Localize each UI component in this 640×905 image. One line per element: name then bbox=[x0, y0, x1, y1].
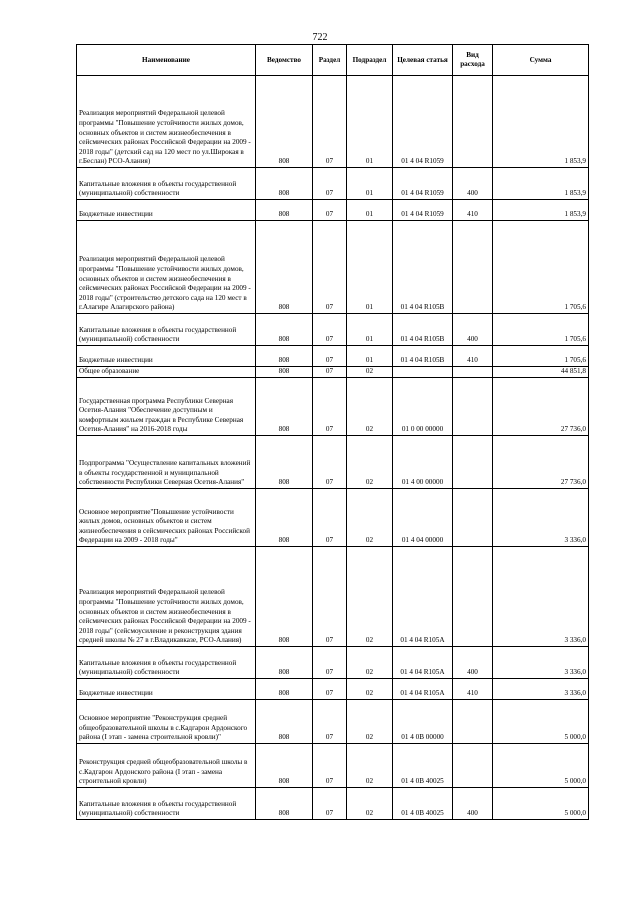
row-subsection: 02 bbox=[347, 378, 393, 436]
row-subsection: 01 bbox=[347, 168, 393, 200]
header-expense-type: Вид расхода bbox=[453, 45, 493, 76]
row-department: 808 bbox=[256, 221, 313, 314]
row-subsection: 02 bbox=[347, 679, 393, 700]
row-sum: 3 336,0 bbox=[493, 489, 589, 547]
row-expense-type: 400 bbox=[453, 314, 493, 346]
row-target: 01 4 04 R1059 bbox=[393, 76, 453, 168]
row-name: Реализация мероприятий Федеральной целевой программы "Повышение устойчивости жилых домов, основных объектов и систем жизнеобеспечения в сейсмических районах Российской Федерации на 2009 - 2018 годы" (сейсмоусиление и реконструкция здания средней школы № 27 в г.Владикавказе, РСО-Алания) bbox=[77, 547, 256, 647]
row-subsection: 02 bbox=[347, 788, 393, 820]
row-section: 07 bbox=[313, 346, 347, 367]
header-section: Раздел bbox=[313, 45, 347, 76]
row-target: 01 4 04 R105A bbox=[393, 647, 453, 679]
table-row bbox=[77, 647, 589, 679]
row-name: Подпрограмма "Осуществление капитальных вложений в объекты государственной и муниципальной собственности Республики Северная Осетия-Алания" bbox=[77, 436, 256, 489]
table-row bbox=[77, 744, 589, 788]
row-section: 07 bbox=[313, 221, 347, 314]
row-section: 07 bbox=[313, 547, 347, 647]
table-row bbox=[77, 788, 589, 820]
row-name: Бюджетные инвестиции bbox=[77, 200, 256, 221]
row-section: 07 bbox=[313, 744, 347, 788]
row-expense-type: 410 bbox=[453, 679, 493, 700]
row-department: 808 bbox=[256, 436, 313, 489]
row-sum: 3 336,0 bbox=[493, 679, 589, 700]
table-row bbox=[77, 367, 589, 378]
row-subsection: 01 bbox=[347, 314, 393, 346]
row-subsection: 02 bbox=[347, 744, 393, 788]
row-section: 07 bbox=[313, 679, 347, 700]
row-section: 07 bbox=[313, 168, 347, 200]
row-target: 01 4 0B 40025 bbox=[393, 788, 453, 820]
row-section: 07 bbox=[313, 200, 347, 221]
row-name: Основное мероприятие "Реконструкция средней общеобразовательной школы в с.Кадгарон Ардонского района (I этап - замена строительной кровли)" bbox=[77, 700, 256, 744]
row-sum: 27 736,0 bbox=[493, 436, 589, 489]
row-sum: 27 736,0 bbox=[493, 378, 589, 436]
header-name: Наименование bbox=[77, 45, 256, 76]
row-expense-type bbox=[453, 547, 493, 647]
row-expense-type bbox=[453, 700, 493, 744]
row-name: Реализация мероприятий Федеральной целевой программы "Повышение устойчивости жилых домов, основных объектов и систем жизнеобеспечения в сейсмических районах Российской Федерации на 2009 - 2018 годы" (детский сад на 120 мест по ул.Широкая в г.Беслан) РСО-Алания) bbox=[77, 76, 256, 168]
row-subsection: 02 bbox=[347, 647, 393, 679]
row-subsection: 01 bbox=[347, 200, 393, 221]
table-row bbox=[77, 221, 589, 314]
row-target: 01 4 04 R105A bbox=[393, 547, 453, 647]
row-target: 01 4 04 00000 bbox=[393, 489, 453, 547]
row-name: Государственная программа Республики Северная Осетия-Алания "Обеспечение доступным и комфортным жильем граждан в Республике Северная Осетия-Алания" на 2016-2018 годы bbox=[77, 378, 256, 436]
row-subsection: 02 bbox=[347, 700, 393, 744]
row-sum: 1 853,9 bbox=[493, 168, 589, 200]
row-expense-type bbox=[453, 378, 493, 436]
row-name: Капитальные вложения в объекты государственной (муниципальной) собственности bbox=[77, 168, 256, 200]
row-target: 01 0 00 00000 bbox=[393, 378, 453, 436]
row-section: 07 bbox=[313, 378, 347, 436]
row-sum: 1 705,6 bbox=[493, 346, 589, 367]
row-sum: 3 336,0 bbox=[493, 647, 589, 679]
table-row bbox=[77, 346, 589, 367]
row-subsection: 01 bbox=[347, 76, 393, 168]
row-expense-type: 400 bbox=[453, 168, 493, 200]
row-sum: 5 000,0 bbox=[493, 744, 589, 788]
row-name: Капитальные вложения в объекты государственной (муниципальной) собственности bbox=[77, 647, 256, 679]
row-department: 808 bbox=[256, 679, 313, 700]
row-name: Общее образование bbox=[77, 367, 256, 378]
row-expense-type: 410 bbox=[453, 346, 493, 367]
row-expense-type bbox=[453, 489, 493, 547]
row-name: Бюджетные инвестиции bbox=[77, 346, 256, 367]
row-department: 808 bbox=[256, 547, 313, 647]
row-sum: 5 000,0 bbox=[493, 700, 589, 744]
row-department: 808 bbox=[256, 76, 313, 168]
header-sum: Сумма bbox=[493, 45, 589, 76]
row-name: Реконструкция средней общеобразовательной школы в с.Кадгарон Ардонского района (I этап - замена строительной кровли) bbox=[77, 744, 256, 788]
row-department: 808 bbox=[256, 346, 313, 367]
row-expense-type: 400 bbox=[453, 788, 493, 820]
row-name: Капитальные вложения в объекты государственной (муниципальной) собственности bbox=[77, 314, 256, 346]
row-department: 808 bbox=[256, 168, 313, 200]
row-sum: 1 853,9 bbox=[493, 76, 589, 168]
table-row bbox=[77, 679, 589, 700]
row-department: 808 bbox=[256, 647, 313, 679]
row-section: 07 bbox=[313, 647, 347, 679]
row-expense-type bbox=[453, 221, 493, 314]
header-target: Целевая статья bbox=[393, 45, 453, 76]
row-name: Бюджетные инвестиции bbox=[77, 679, 256, 700]
row-target: 01 4 04 R105B bbox=[393, 346, 453, 367]
row-sum: 1 853,9 bbox=[493, 200, 589, 221]
row-subsection: 01 bbox=[347, 221, 393, 314]
row-department: 808 bbox=[256, 744, 313, 788]
row-name: Капитальные вложения в объекты государственной (муниципальной) собственности bbox=[77, 788, 256, 820]
row-subsection: 01 bbox=[347, 346, 393, 367]
row-target: 01 4 04 R105A bbox=[393, 679, 453, 700]
table-row bbox=[77, 700, 589, 744]
row-expense-type: 400 bbox=[453, 647, 493, 679]
table-row bbox=[77, 489, 589, 547]
row-sum: 1 705,6 bbox=[493, 221, 589, 314]
row-department: 808 bbox=[256, 788, 313, 820]
row-expense-type bbox=[453, 76, 493, 168]
page-number: 722 bbox=[312, 32, 328, 43]
header-row bbox=[77, 45, 589, 76]
row-target: 01 4 04 R1059 bbox=[393, 168, 453, 200]
header-subsection: Подраздел bbox=[347, 45, 393, 76]
table-row bbox=[77, 76, 589, 168]
row-section: 07 bbox=[313, 788, 347, 820]
table-row bbox=[77, 168, 589, 200]
row-sum: 44 851,8 bbox=[493, 367, 589, 378]
row-target: 01 4 04 R105B bbox=[393, 221, 453, 314]
table-row bbox=[77, 378, 589, 436]
row-target: 01 4 04 R105B bbox=[393, 314, 453, 346]
row-target: 01 4 04 R1059 bbox=[393, 200, 453, 221]
table-row bbox=[77, 314, 589, 346]
row-department: 808 bbox=[256, 314, 313, 346]
row-expense-type bbox=[453, 744, 493, 788]
row-section: 07 bbox=[313, 489, 347, 547]
row-subsection: 02 bbox=[347, 367, 393, 378]
row-sum: 3 336,0 bbox=[493, 547, 589, 647]
row-department: 808 bbox=[256, 489, 313, 547]
budget-table bbox=[76, 44, 589, 820]
table-row bbox=[77, 547, 589, 647]
row-target: 01 4 0B 00000 bbox=[393, 700, 453, 744]
row-section: 07 bbox=[313, 367, 347, 378]
row-target: 01 4 0B 40025 bbox=[393, 744, 453, 788]
row-name: Основное мероприятие"Повышение устойчивости жилых домов, основных объектов и систем жизнеобеспечения в сейсмических районах Российской Федерации на 2009 - 2018 годы" bbox=[77, 489, 256, 547]
row-department: 808 bbox=[256, 367, 313, 378]
row-section: 07 bbox=[313, 700, 347, 744]
row-department: 808 bbox=[256, 200, 313, 221]
row-expense-type bbox=[453, 367, 493, 378]
row-section: 07 bbox=[313, 314, 347, 346]
row-department: 808 bbox=[256, 700, 313, 744]
header-department: Ведомство bbox=[256, 45, 313, 76]
row-expense-type: 410 bbox=[453, 200, 493, 221]
row-expense-type bbox=[453, 436, 493, 489]
row-sum: 5 000,0 bbox=[493, 788, 589, 820]
row-subsection: 02 bbox=[347, 436, 393, 489]
row-target bbox=[393, 367, 453, 378]
table-row bbox=[77, 200, 589, 221]
row-target: 01 4 00 00000 bbox=[393, 436, 453, 489]
row-section: 07 bbox=[313, 436, 347, 489]
row-sum: 1 705,6 bbox=[493, 314, 589, 346]
row-department: 808 bbox=[256, 378, 313, 436]
row-subsection: 02 bbox=[347, 547, 393, 647]
row-subsection: 02 bbox=[347, 489, 393, 547]
row-name: Реализация мероприятий Федеральной целевой программы "Повышение устойчивости жилых домов, основных объектов и систем жизнеобеспечения в сейсмических районах Российской Федерации на 2009 - 2018 годы" (строительство детского сада на 120 мест в г.Алагире Алагирского района) bbox=[77, 221, 256, 314]
row-section: 07 bbox=[313, 76, 347, 168]
table-row bbox=[77, 436, 589, 489]
